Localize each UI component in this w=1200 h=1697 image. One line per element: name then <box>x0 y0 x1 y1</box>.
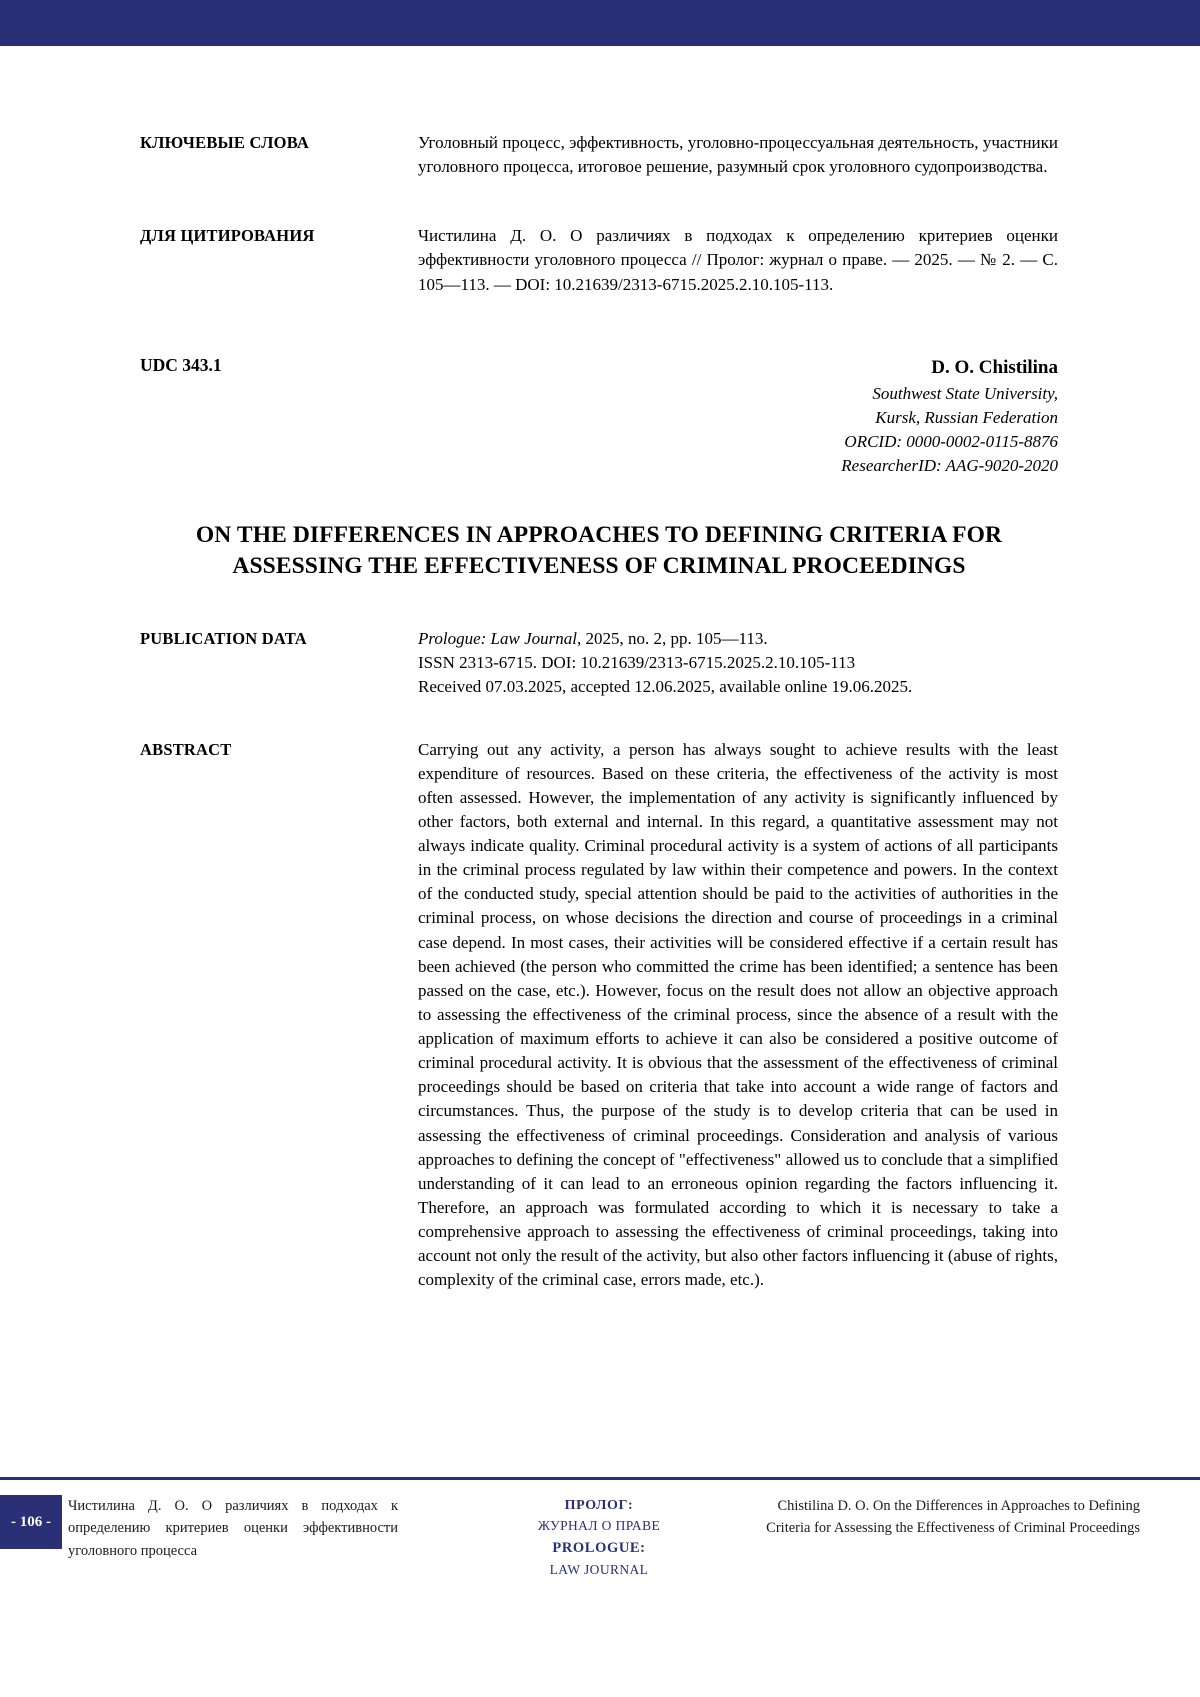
keywords-row <box>140 131 1058 179</box>
journal-name: Prologue: Law Journal <box>418 629 577 649</box>
footer-journal-en-2: LAW JOURNAL <box>549 1562 649 1577</box>
footer-journal-en-1: PROLOGUE: <box>552 1540 646 1557</box>
udc-author-block <box>140 355 1058 478</box>
citation-value: Чистилина Д. О. О различиях в подходах к определению критериев оценки эффективности уголовного процесса // Пролог: журнал о праве. — 2025. — № 2. — С. 105—113. — DOI: 10.21639/2313-6715.2025.2.10.105-113. <box>418 226 1058 294</box>
author-city: Kursk, Russian Federation <box>875 407 1058 427</box>
footer-journal-ru-2: ЖУРНАЛ О ПРАВЕ <box>537 1518 661 1533</box>
publication-line-1 <box>418 627 1058 651</box>
abstract-text: Carrying out any activity, a person has always sought to achieve results with the least expenditure of resources. Based on these criteria, the effectiveness of the activity is most often assessed. However, the implementation of any activity is significantly influenced by other factors, both external and internal. In this regard, a quantitative assessment may not always indicate quality. Criminal procedural activity is a system of actions of all participants in the criminal process regulated by law within their competence and powers. In the context of the conducted study, special attention should be paid to the activities of authorities in the criminal process, on whose decisions the direction and course of proceedings in a criminal case depend. In most cases, their activities will be considered effective if a certain result has been achieved (the person who committed the crime has been identified; a sentence has been passed on the case, etc.). However, focus on the result does not allow an objective approach to assessing the effectiveness of the criminal process, since the absence of a result with the application of maximum efforts to achieve it can also be considered a positive outcome of criminal procedural activity. It is obvious that the assessment of the effectiveness of criminal proceedings should be based on criteria that take into account a wide range of factors and circumstances. Thus, the purpose of the study is to develop criteria that can be used in assessing the effectiveness of criminal proceedings. Consideration and analysis of various approaches to defining the concept of "effectiveness" allowed us to conclude that a simplified understanding of it can lead to an erroneous opinion regarding the factors influencing it. Therefore, an approach was formulated according to which it is necessary to take a comprehensive approach to assessing the effectiveness of criminal proceedings, taking into account not only the result of the activity, but also other factors influencing it (abuse of rights, complexity of the criminal case, errors made, etc.). <box>418 739 1058 1290</box>
publication-data-value <box>418 627 1058 699</box>
abstract-row <box>140 738 1058 1293</box>
footer-citation-en: Chistilina D. O. On the Differences in Approaches to Defining Criteria for Assessing the Effectiveness of Criminal Proceedings <box>766 1498 1140 1537</box>
keywords-value: Уголовный процесс, эффективность, уголовно-процессуальная деятельность, участники уголовного процесса, итоговое решение, разумный срок уголовного судопроизводства. <box>418 133 1058 177</box>
udc-code: UDC 343.1 <box>140 354 222 375</box>
publication-data-label: PUBLICATION DATA <box>140 629 307 649</box>
publication-line-3: Received 07.03.2025, accepted 12.06.2025, available online 19.06.2025. <box>418 677 913 697</box>
publication-data-row <box>140 627 1058 699</box>
footer-journal-ru-1: ПРОЛОГ: <box>564 1498 634 1513</box>
author-researcher-id[interactable]: ResearcherID: AAG-9020-2020 <box>841 455 1058 475</box>
publication-line-2: ISSN 2313-6715. DOI: 10.21639/2313-6715.2025.2.10.105-113 <box>418 653 856 673</box>
publication-line-1-rest: , 2025, no. 2, pp. 105—113. <box>576 629 768 649</box>
footer-journal-title <box>470 1495 728 1580</box>
author-block <box>418 355 1058 478</box>
citation-label: ДЛЯ ЦИТИРОВАНИЯ <box>140 226 315 246</box>
top-banner <box>0 0 1200 46</box>
page-number: - 106 - <box>0 1495 62 1549</box>
article-title: ON THE DIFFERENCES IN APPROACHES TO DEFINING CRITERIA FOR ASSESSING THE EFFECTIVENESS OF CRIMINAL PROCEEDINGS <box>195 522 1003 580</box>
article-content <box>140 46 1058 1292</box>
footer-citation-ru: Чистилина Д. О. О различиях в подходах к определению критериев оценки эффективности уголовного процесса <box>68 1498 398 1559</box>
abstract-label: ABSTRACT <box>140 739 232 759</box>
author-orcid[interactable]: ORCID: 0000-0002-0115-8876 <box>844 431 1058 451</box>
keywords-label: КЛЮЧЕВЫЕ СЛОВА <box>140 133 309 152</box>
page-footer <box>0 1477 1200 1697</box>
footer-divider <box>0 1477 1200 1480</box>
author-affiliation: Southwest State University, <box>872 383 1058 403</box>
author-name: D. O. Chistilina <box>931 356 1058 378</box>
citation-row <box>140 224 1058 296</box>
